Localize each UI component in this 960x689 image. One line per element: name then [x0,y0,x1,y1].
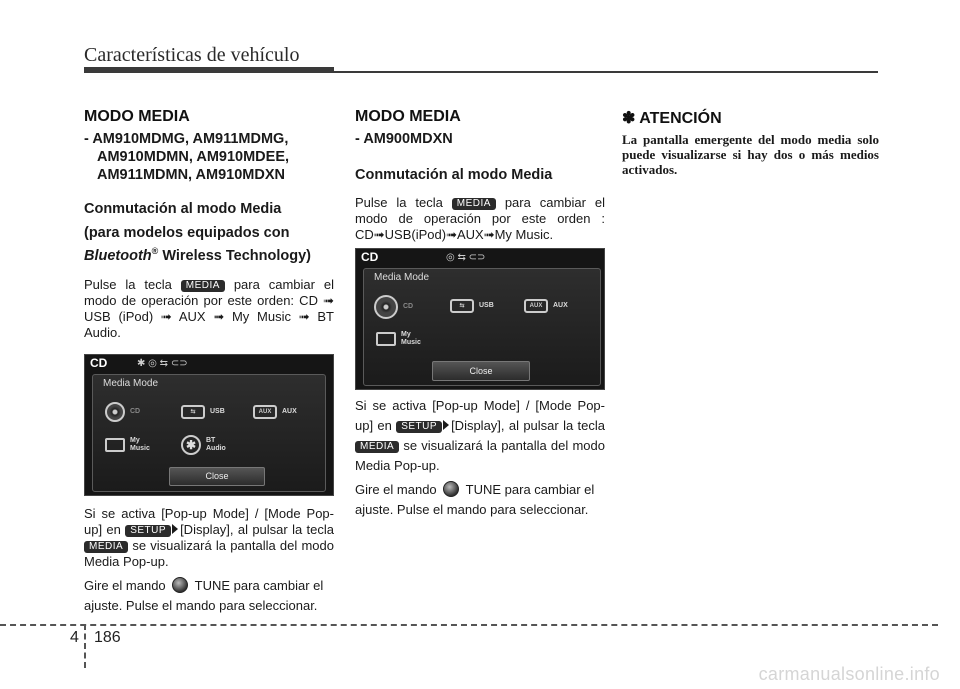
subheading: Conmutación al modo Media [84,201,282,217]
text: se visualizará la pantalla del modo Media Pop-up. [355,438,605,473]
usb-icon: ⇆ [450,299,474,313]
arrow-right-icon [172,524,178,534]
label-line: My [130,436,140,444]
media-item-bt-audio[interactable] [181,435,226,455]
item-label [206,437,226,453]
column-right [622,108,879,177]
status-icons: ✱ ◎ ⇆ ⊂⊃ [137,357,188,369]
text: TUNE para cambiar el ajuste. Pulse el mando para seleccionar. [355,482,595,517]
label-line: Audio [206,444,226,452]
setup-key-badge: SETUP [396,421,442,433]
media-item-cd[interactable] [374,295,413,319]
paragraph [355,195,605,243]
text: para cambiar el modo de operación por este orden: CD ➟ USB (iPod) ➟ AUX ➟ My Music ➟ BT Audio. [84,276,334,340]
close-button[interactable]: Close [169,467,265,486]
media-key-badge: MEDIA [84,541,128,553]
close-button[interactable]: Close [432,361,530,381]
media-item-aux[interactable] [253,405,297,419]
item-label [401,331,421,347]
item-label: USB [210,407,225,415]
header-rule [84,71,878,73]
page-number: 186 [94,629,121,646]
watermark: carmanualsonline.info [758,664,940,684]
model-list: - AM900MDXN [355,131,453,147]
footer-rule [0,624,938,626]
media-mode-panel [92,374,326,492]
attention-heading: ✽ ATENCIÓN [622,110,722,127]
media-item-my-music[interactable] [105,437,150,453]
footer-divider [84,624,86,668]
subheading: Conmutación al modo Media [355,167,553,183]
screen-status-bar [85,355,333,371]
bluetooth-text: Bluetooth [84,247,152,264]
model-line: AM910MDMN, AM910MDEE, [97,149,290,165]
subheading-text: (para modelos equipados con [84,225,290,241]
paragraph [84,277,334,341]
paragraph [355,480,605,520]
panel-title: Media Mode [103,377,159,389]
media-item-usb[interactable] [181,405,225,419]
item-label: CD [130,407,141,415]
chapter-number: 4 [70,629,79,646]
text: [Display], al pulsar la tecla [451,418,605,433]
cd-icon [105,402,125,422]
media-key-badge: MEDIA [181,280,225,292]
tune-knob-icon [443,481,459,497]
media-mode-screen-1 [84,354,334,496]
usb-icon: ⇆ [181,405,205,419]
model-line: AM911MDMN, AM910MDXN [97,167,285,183]
registered-mark: ® [151,246,159,256]
text: Pulse la tecla [84,276,172,292]
paragraph [355,396,605,476]
bluetooth-icon: ✱ [181,435,201,455]
cd-icon [374,295,398,319]
attention-text: La pantalla emergente del modo media solo puede visualizarse si hay dos o más medios activados. [622,132,879,177]
folder-icon [105,438,125,452]
page-header-title: Características de vehículo [84,44,300,66]
text: Si se activa [Pop-up Mode] / [Mode Pop-up] en [355,398,605,433]
subheading-2 [84,224,334,265]
item-label: CD [403,303,414,310]
setup-key-badge: SETUP [125,525,171,537]
label-line: My [401,331,411,338]
media-mode-screen-2 [355,248,605,390]
column-middle [355,108,605,520]
model-list [84,130,334,184]
model-line: - AM910MDMG, AM911MDMG, [84,131,289,147]
text: Pulse la tecla [355,195,443,210]
label-line: Music [130,444,150,452]
text: [Display], al pulsar la tecla [180,521,334,537]
aux-icon: AUX [524,299,548,313]
text: Si se activa [Pop-up Mode] / [Mode Pop-up] en [84,505,334,537]
panel-title: Media Mode [374,272,430,283]
screen-status-bar [356,249,604,265]
media-item-aux[interactable] [524,299,568,313]
paragraph [84,506,334,570]
column-left [84,108,334,616]
text: TUNE para cambiar el ajuste. Pulse el mando para seleccionar. [84,577,324,613]
item-label [130,437,150,453]
section-heading: MODO MEDIA [355,108,461,125]
screen-mode-label: CD [361,250,379,264]
tune-knob-icon [172,577,188,593]
media-item-my-music[interactable] [376,331,421,347]
media-item-cd[interactable] [105,402,140,422]
arrow-right-icon [443,420,449,430]
screen-mode-label: CD [90,355,108,370]
media-item-usb[interactable] [450,299,494,313]
item-label: AUX [553,302,568,309]
folder-icon [376,332,396,346]
media-key-badge: MEDIA [452,198,496,210]
media-key-badge: MEDIA [355,441,399,453]
item-label: USB [479,302,494,309]
text: para cambiar el modo de operación por este orden : CD➟USB(iPod)➟AUX➟My Music. [355,195,605,242]
subheading-text: Wireless Technology) [158,247,311,264]
text: Gire el mando [84,577,166,593]
section-heading: MODO MEDIA [84,108,190,125]
item-label: AUX [282,407,297,415]
media-mode-panel [363,268,601,386]
text: se visualizará la pantalla del modo Media Pop-up. [84,537,334,569]
aux-icon: AUX [253,405,277,419]
status-icons: ◎ ⇆ ⊂⊃ [446,252,486,263]
paragraph [84,576,334,616]
text: Gire el mando [355,482,437,497]
label-line: Music [401,339,421,346]
label-line: BT [206,436,216,444]
